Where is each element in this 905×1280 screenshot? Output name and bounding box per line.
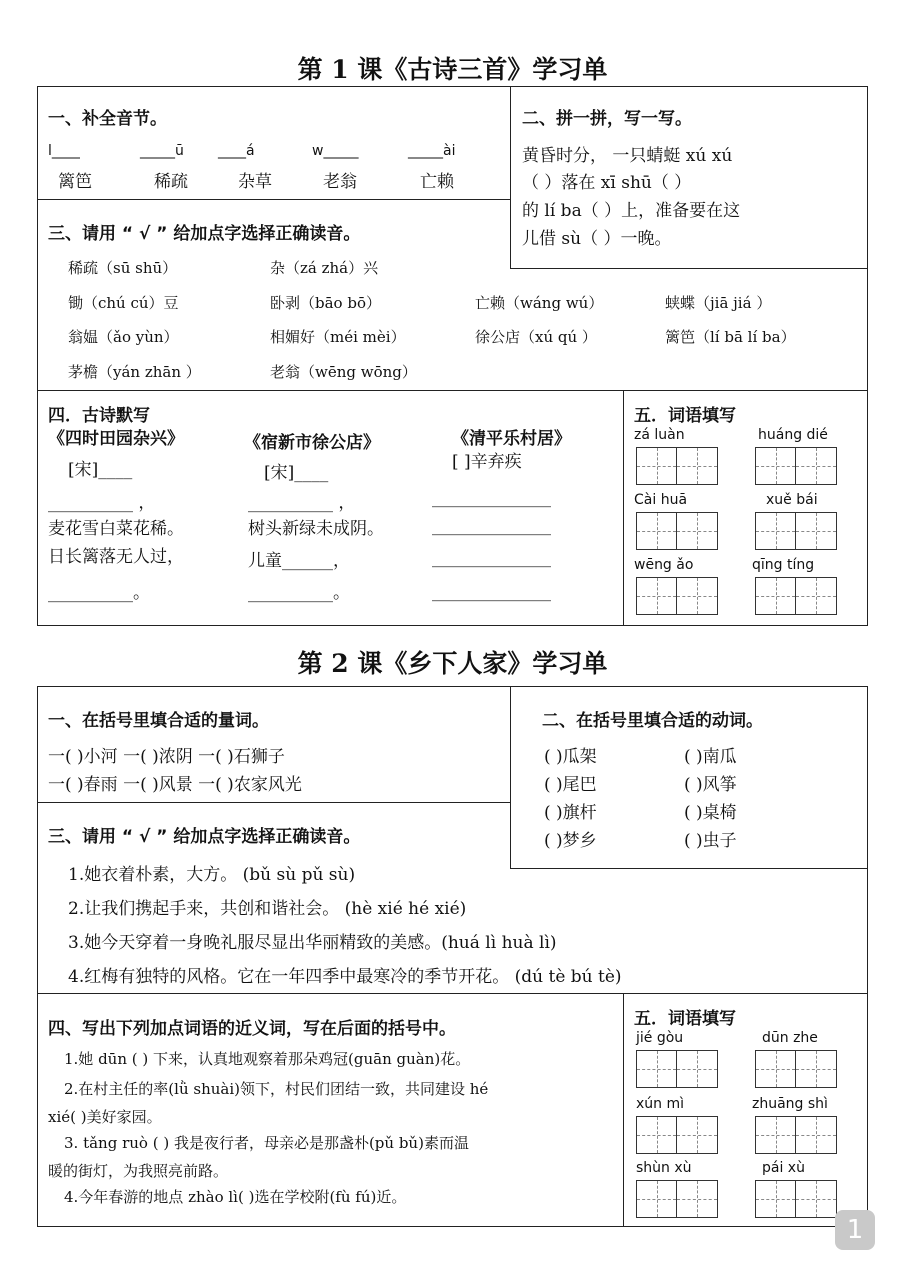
- l1-s1-word-3: 老翁: [323, 172, 357, 192]
- divider: [623, 390, 624, 626]
- l1-s4-line: __________。: [248, 583, 350, 603]
- l2-s1-heading: 一、在括号里填合适的量词。: [48, 711, 269, 731]
- l1-s3-item: 篱笆（lí bā lí ba）: [665, 328, 796, 346]
- l1-s3-item: 徐公店（xú qú ）: [475, 328, 597, 346]
- l2-s2-item: ( )尾巴: [544, 775, 597, 795]
- l1-s1-word-0: 篱笆: [58, 172, 92, 192]
- tianzige-box[interactable]: [636, 512, 718, 550]
- l2-s5-pinyin: dūn zhe: [762, 1030, 818, 1046]
- l1-s1-word-4: 亡赖: [420, 172, 454, 192]
- l2-s2-item: ( )梦乡: [544, 831, 597, 851]
- l1-s1-py-3: w_____: [312, 143, 359, 159]
- l2-s3-line: 2.让我们携起手来，共创和谐社会。 (hè xié hé xié): [68, 899, 467, 919]
- l1-s3-item: 蛱蝶（jiā jiá ）: [665, 294, 772, 312]
- l1-s3-item: 茅檐（yán zhān ）: [68, 363, 201, 381]
- l1-s3-item: 相媚好（méi mèi）: [270, 328, 406, 346]
- tianzige-box[interactable]: [636, 1180, 718, 1218]
- l1-s4-line: ______________: [432, 488, 551, 508]
- l2-s2-item: ( )瓜架: [544, 747, 597, 767]
- l1-s3-item: 老翁（wēng wōng）: [270, 363, 417, 381]
- l2-s3-heading: 三、请用 “ √ ” 给加点字选择正确读音。: [48, 827, 361, 847]
- l1-s5-pinyin: qīng tíng: [752, 557, 815, 573]
- l1-s1-word-1: 稀疏: [154, 172, 188, 192]
- l1-s4-heading: 四．古诗默写: [48, 406, 150, 426]
- l1-s5-heading: 五．词语填写: [634, 406, 736, 426]
- l1-s2-line-3: 儿借 sù（ ）一晚。: [522, 229, 672, 249]
- tianzige-box[interactable]: [636, 1116, 718, 1154]
- tianzige-box[interactable]: [755, 512, 837, 550]
- l1-s4-line: ______________: [432, 548, 551, 568]
- l1-s4-line: ______________: [432, 516, 551, 536]
- l2-s4-line: 暖的街灯，为我照亮前路。: [48, 1162, 229, 1180]
- tianzige-box[interactable]: [755, 577, 837, 615]
- tianzige-box[interactable]: [636, 447, 718, 485]
- divider: [37, 390, 868, 391]
- l1-s3-heading: 三、请用 “ √ ” 给加点字选择正确读音。: [48, 224, 361, 244]
- l2-s3-line: 4.红梅有独特的风格。它在一年四季中最寒冷的季节开花。 (dú tè bú tè): [68, 967, 622, 987]
- l1-s2-line-0: 黄昏时分， 一只蜻蜓 xú xú: [522, 146, 733, 166]
- l2-s2-item: ( )南瓜: [684, 747, 737, 767]
- l2-s1-line: 一( )小河 一( )浓阴 一( )石狮子: [48, 747, 285, 767]
- l1-s2-line-1: （ ）落在 xī shū（ ）: [522, 173, 692, 193]
- tianzige-box[interactable]: [755, 1180, 837, 1218]
- l1-s5-pinyin: Cài huā: [634, 492, 688, 508]
- tianzige-box[interactable]: [755, 1116, 837, 1154]
- l1-s4-dynasty: [宋]____: [68, 460, 133, 480]
- l1-s4-poem-name: 《宿新市徐公店》: [244, 433, 380, 453]
- l2-s4-line: 4.今年春游的地点 zhào lì( )选在学校附(fù fú)近。: [64, 1188, 407, 1206]
- l2-s5-pinyin: jié gòu: [636, 1030, 684, 1046]
- tianzige-box[interactable]: [636, 1050, 718, 1088]
- l1-s4-line: __________ ，: [48, 493, 156, 513]
- l1-s2-heading: 二、拼一拼，写一写。: [522, 109, 692, 129]
- l2-s5-pinyin: shùn xù: [636, 1160, 692, 1176]
- l1-s1-heading: 一、补全音节。: [48, 109, 167, 129]
- l2-s5-heading: 五．词语填写: [634, 1009, 736, 1029]
- l2-s2-heading: 二、在括号里填合适的动词。: [542, 711, 763, 731]
- l1-s3-item: 亡赖（wáng wú）: [475, 294, 604, 312]
- l1-s4-line: 树头新绿未成阴。: [248, 519, 384, 539]
- l1-s1-py-0: l____: [48, 143, 80, 159]
- l1-s4-dynasty: [宋]____: [264, 463, 329, 483]
- l1-s5-pinyin: zá luàn: [634, 427, 685, 443]
- l2-s2-item: ( )风筝: [684, 775, 737, 795]
- l1-s3-item: 翁媪（ǎo yùn）: [68, 328, 179, 346]
- l1-s5-pinyin: xuě bái: [766, 492, 818, 508]
- divider: [623, 993, 624, 1227]
- l1-s5-pinyin: huáng dié: [758, 427, 828, 443]
- l1-s4-poem-name: 《四时田园杂兴》: [48, 429, 184, 449]
- l2-s1-line: 一( )春雨 一( )风景 一( )农家风光: [48, 775, 302, 795]
- l1-s5-pinyin: wēng ǎo: [634, 557, 694, 573]
- l2-s3-line: 3.她今天穿着一身晚礼服尽显出华丽精致的美感。(huá lì huà lì): [68, 933, 557, 953]
- l2-s2-item: ( )桌椅: [684, 803, 737, 823]
- tianzige-box[interactable]: [755, 447, 837, 485]
- divider: [37, 199, 511, 200]
- lesson2-title: 第 2 课《乡下人家》学习单: [297, 649, 608, 678]
- l2-s4-heading: 四、写出下列加点词语的近义词，写在后面的括号中。: [48, 1019, 456, 1039]
- l2-s4-line: 1.她 dūn ( ) 下来，认真地观察着那朵鸡冠(guān guàn)花。: [64, 1050, 471, 1068]
- l1-s4-line: __________。: [48, 583, 150, 603]
- page-number-badge: 1: [835, 1210, 875, 1250]
- l2-s4-line: 2.在村主任的率(lǜ shuài)领下，村民们团结一致，共同建设 hé: [64, 1080, 489, 1098]
- l2-s2-item: ( )虫子: [684, 831, 737, 851]
- l1-s4-line: __________ ，: [248, 493, 356, 513]
- l1-s4-line: ______________: [432, 582, 551, 602]
- l1-s1-py-4: _____ài: [408, 143, 456, 159]
- l1-s1-py-2: ____á: [218, 143, 255, 159]
- l1-s4-poem-name: 《清平乐村居》: [452, 429, 571, 449]
- lesson1-title: 第 1 课《古诗三首》学习单: [297, 55, 608, 84]
- l1-s4-line: 日长篱落无人过，: [48, 547, 184, 567]
- l2-s5-pinyin: xún mì: [636, 1096, 685, 1112]
- l1-s1-word-2: 杂草: [238, 172, 272, 192]
- divider: [37, 993, 868, 994]
- l1-s1-py-1: _____ū: [140, 143, 184, 159]
- l1-s3-item: 锄（chú cú）豆: [68, 294, 179, 312]
- l1-s4-line: 麦花雪白菜花稀。: [48, 519, 184, 539]
- l1-s3-item: 稀疏（sū shū）: [68, 259, 178, 277]
- l1-s4-dynasty: [ ]辛弃疾: [452, 452, 522, 472]
- tianzige-box[interactable]: [755, 1050, 837, 1088]
- l2-s5-pinyin: zhuāng shì: [752, 1096, 828, 1112]
- l2-s4-line: xié( )美好家园。: [48, 1108, 162, 1126]
- tianzige-box[interactable]: [636, 577, 718, 615]
- l1-s3-item: 杂（zá zhá）兴: [270, 259, 379, 277]
- l1-s2-line-2: 的 lí ba（ ）上，准备要在这: [522, 201, 741, 221]
- l1-s4-line: 儿童______，: [248, 551, 350, 571]
- l2-s4-line: 3. tǎng ruò ( ) 我是夜行者，母亲必是那盏朴(pǔ bǔ)素而温: [64, 1134, 469, 1152]
- l2-s3-line: 1.她衣着朴素，大方。 (bǔ sù pǔ sù): [68, 865, 356, 885]
- l1-s3-item: 卧剥（bāo bō）: [270, 294, 381, 312]
- l2-s2-item: ( )旗杆: [544, 803, 597, 823]
- divider: [37, 802, 511, 803]
- l2-s5-pinyin: pái xù: [762, 1160, 805, 1176]
